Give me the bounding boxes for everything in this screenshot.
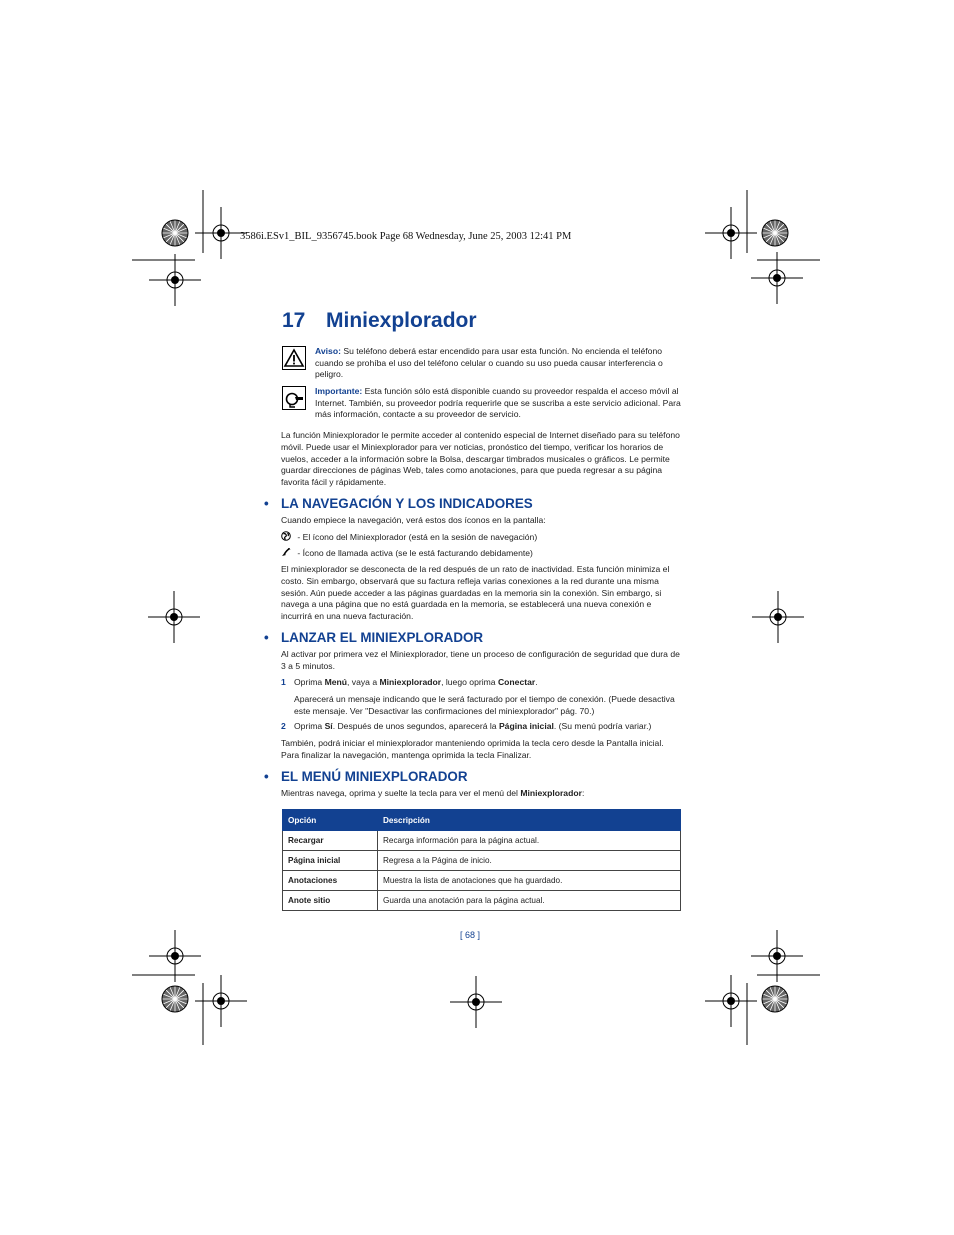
step-text: . Después de unos segundos, aparecerá la: [332, 721, 499, 731]
launch-intro: Al activar por primera vez el Miniexplorador, tiene un proceso de configuración de seguridad que dura de 3 a 5 minutos.: [281, 649, 680, 671]
table-cell-description: Muestra la lista de anotaciones que ha guardado.: [378, 871, 681, 891]
table-row: [283, 891, 681, 911]
table-row: [283, 871, 681, 891]
menu-intro-text: Mientras navega, oprima y suelte la tecla para ver el menú del: [281, 788, 521, 798]
warning-label: Aviso:: [315, 346, 341, 356]
step-keyword: Miniexplorador: [379, 677, 442, 687]
important-body: Esta función sólo está disponible cuando su proveedor respalda el acceso móvil al Internet. También, su proveedor podría requerirle que se suscriba a este servicio adicional. Para más información, contacte a su proveedor de servicio.: [315, 386, 681, 420]
step-keyword: Conectar: [497, 677, 536, 687]
important-text: [315, 386, 682, 421]
options-table: [282, 809, 681, 911]
table-cell-option: Anote sitio: [283, 891, 378, 911]
launch-step-1-note: Aparecerá un mensaje indicando que le será facturado por el tiempo de conexión. (Puede desactiva este mensaje. Ver "Desactivar las confirmaciones del miniexplorador" pág. 70.): [294, 694, 675, 716]
print-header: 3586i.ESv1_BIL_9356745.book Page 68 Wednesday, June 25, 2003 12:41 PM: [240, 231, 572, 242]
step-number: 2: [281, 721, 286, 731]
warning-text: [315, 346, 682, 381]
step-keyword: Sí: [324, 721, 333, 731]
section-bullet: •: [264, 630, 269, 645]
table-cell-description: Recarga información para la página actual.: [378, 831, 681, 851]
step-number: 1: [281, 677, 286, 687]
globe-icon: [281, 531, 291, 541]
step-text: , vaya a: [347, 677, 380, 687]
warning-triangle-icon: [282, 346, 306, 370]
step-text: Oprima: [294, 721, 325, 731]
table-cell-description: Regresa a la Página de inicio.: [378, 851, 681, 871]
page-number: [ 68 ]: [459, 930, 480, 940]
step-keyword: Página inicial: [498, 721, 554, 731]
table-row: [283, 831, 681, 851]
warning-body: Su teléfono deberá estar encendido para usar esta función. No encienda el teléfono cuando se prohíba el uso del teléfono celular o cuando su uso pueda causar interferencia o peligro.: [315, 346, 663, 380]
section-title: EL MENÚ MINIEXPLORADOR: [281, 769, 468, 784]
step-text: . (Su menú podría variar.): [553, 721, 652, 731]
section-bullet: •: [264, 496, 269, 511]
navigation-intro: Cuando empiece la navegación, verá estos dos íconos en la pantalla:: [281, 515, 546, 525]
table-cell-option: Página inicial: [283, 851, 378, 871]
navigation-icon-line-call: [281, 547, 681, 560]
navigation-icon-line-globe: [281, 531, 681, 544]
table-header-option: Opción: [283, 810, 378, 831]
section-heading-launch: [264, 630, 483, 645]
menu-intro: [281, 788, 681, 800]
important-label: Importante:: [315, 386, 363, 396]
table-header-description: Descripción: [378, 810, 681, 831]
menu-intro-end: :: [581, 788, 585, 798]
section-bullet: •: [264, 769, 269, 784]
step-text: Oprima: [294, 677, 325, 687]
warning-note: [282, 346, 682, 381]
important-note: [282, 386, 682, 421]
section-heading-navigation: [264, 496, 533, 511]
launch-outro: También, podrá iniciar el miniexplorador manteniendo oprimida la tecla cero desde la Pantalla inicial. Para finalizar la navegación, mantenga oprimida la tecla Finalizar.: [281, 738, 664, 760]
step-text: .: [535, 677, 538, 687]
navigation-body: El miniexplorador se desconecta de la red después de un rato de inactividad. Esta función minimiza el costo. Sin embargo, observará que su factura refleja varias conexiones a la red durante una misma sesión. Aún puede acceder a las páginas guardadas en la memoria sin la conexión. Sin embargo, si navega a una página que no está guardada en la memoria, se establecerá una nueva conexión e incurrirá en una nueva facturación.: [281, 564, 670, 622]
section-title: LANZAR EL MINIEXPLORADOR: [281, 630, 484, 645]
section-heading-menu: [264, 769, 468, 784]
section-title: LA NAVEGACIÓN Y LOS INDICADORES: [281, 496, 533, 511]
intro-paragraph: La función Miniexplorador le permite acceder al contenido especial de Internet diseñado para su teléfono móvil. Puede usar el Miniexplorador para ver noticias, pronóstico del tiempo, verificar los horarios de vuelos, acceder a la información sobre la Bolsa, descargar timbrados musicales o gráficos. Le permite guardar direcciones de páginas Web, tales como anotaciones, para que pueda regresar a su página favorita fácil y rápidamente.: [281, 430, 680, 488]
active-call-icon: [281, 547, 291, 557]
table-header-row: [283, 810, 681, 831]
table-cell-option: Anotaciones: [283, 871, 378, 891]
table-cell-description: Guarda una anotación para la página actual.: [378, 891, 681, 911]
chapter-title-text: Miniexplorador: [326, 309, 477, 332]
step-text: , luego oprima: [441, 677, 498, 687]
active-call-icon-description: - Ícono de llamada activa (se le está facturando debidamente): [295, 548, 533, 558]
menu-intro-keyword: Miniexplorador: [520, 788, 582, 798]
chapter-title: [282, 309, 477, 333]
launch-step-2: [281, 721, 681, 733]
globe-icon-description: - El ícono del Miniexplorador (está en la sesión de navegación): [295, 532, 538, 542]
pointing-hand-icon: [282, 386, 306, 410]
step-keyword: Menú: [324, 677, 347, 687]
launch-step-1: [281, 677, 681, 689]
chapter-number: 17: [282, 309, 306, 332]
table-row: [283, 851, 681, 871]
table-cell-option: Recargar: [283, 831, 378, 851]
